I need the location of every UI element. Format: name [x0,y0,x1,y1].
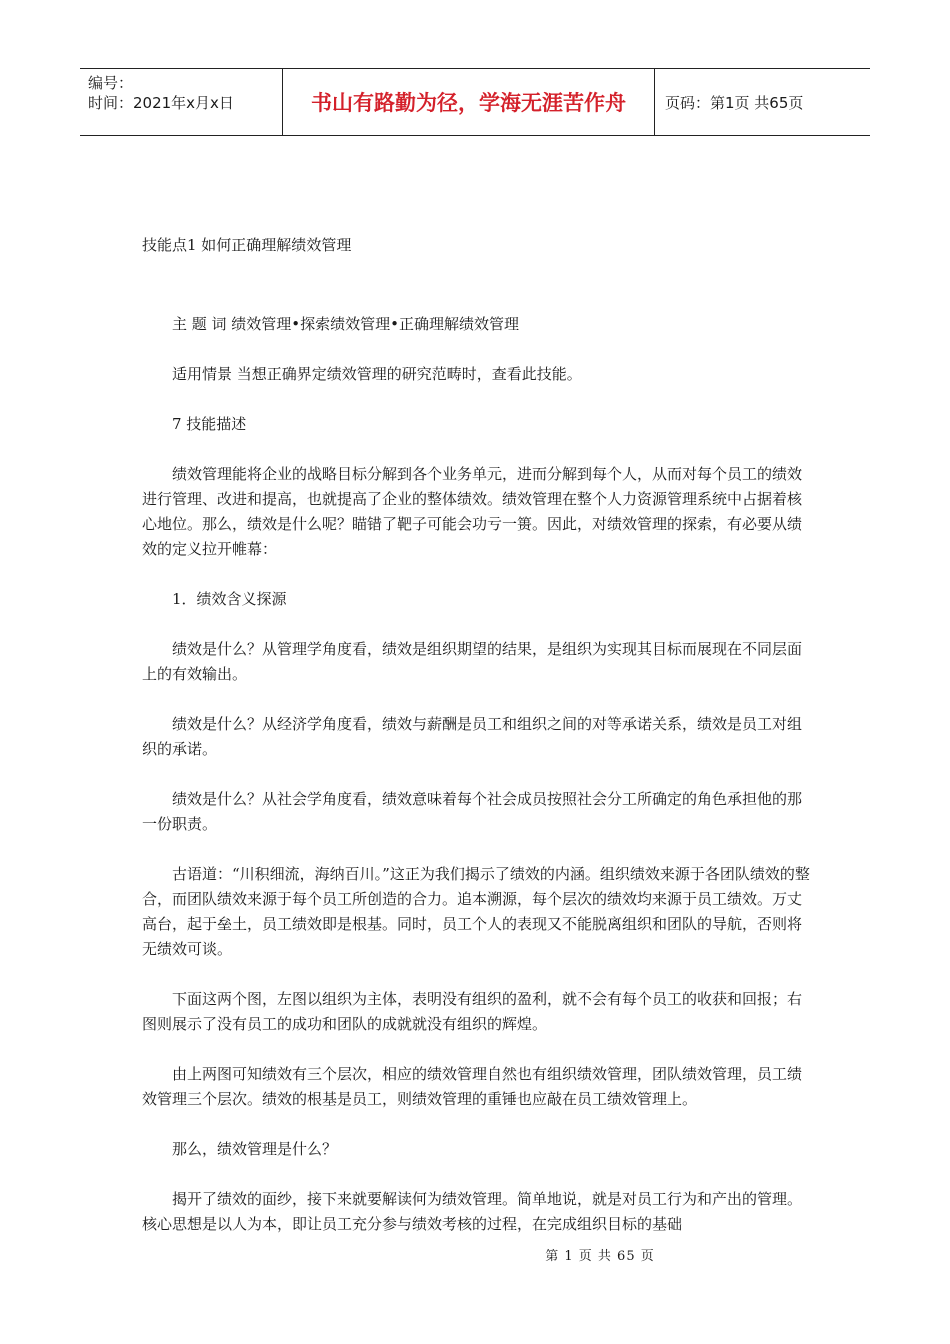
page-footer [0,1245,950,1264]
footer-page-number: 第 1 页 共 65 页 [545,1249,655,1264]
number-label: 编号： [88,74,134,92]
section-heading: 技能点1 如何正确理解绩效管理 [142,236,352,254]
header-meta-cell [80,69,282,135]
paragraph-9: 揭开了绩效的面纱，接下来就要解读何为绩效管理。简单地说，就是对员工行为和产出的管理。核心思想是以人为本，即让员工充分参与绩效考核的过程，在完成组织目标的基础 [142,1190,803,1233]
time-label: 时间：2021年x月x日 [88,94,234,112]
motto-text: 书山有路勤为径，学海无涯苦作舟 [311,91,626,115]
paragraph-8: 那么，绩效管理是什么？ [172,1140,338,1158]
paragraph-5: 古语道：“川积细流，海纳百川。”这正为我们揭示了绩效的内涵。组织绩效来源于各团队绩效的整合，而团队绩效来源于每个员工所创造的合力。追本溯源，每个层次的绩效均来源于员工绩效。万丈高台，起于垒土，员工绩效即是根基。同时，员工个人的表现又不能脱离组织和团队的导航，否则将无绩效可谈。 [142,865,810,958]
scenario-line: 适用情景 当想正确界定绩效管理的研究范畴时，查看此技能。 [172,365,582,383]
paragraph-1: 绩效管理能将企业的战略目标分解到各个业务单元，进而分解到每个人，从而对每个员工的绩效进行管理、改进和提高，也就提高了企业的整体绩效。绩效管理在整个人力资源管理系统中占据着核心地位。那么，绩效是什么呢？瞄错了靶子可能会功亏一篑。因此，对绩效管理的探索，有必要从绩效的定义拉开帷幕： [142,465,803,558]
paragraph-6: 下面这两个图，左图以组织为主体，表明没有组织的盈利，就不会有每个员工的收获和回报；右图则展示了没有员工的成功和团队的成就就没有组织的辉煌。 [142,990,803,1033]
section-title: 7 技能描述 [172,415,247,433]
keywords-line: 主 题 词 绩效管理•探索绩效管理•正确理解绩效管理 [172,315,520,333]
paragraph-7: 由上两图可知绩效有三个层次，相应的绩效管理自然也有组织绩效管理，团队绩效管理，员工绩效管理三个层次。绩效的根基是员工，则绩效管理的重锤也应敲在员工绩效管理上。 [142,1065,803,1108]
header-table [80,68,870,136]
page-info: 页码：第1页 共65页 [665,93,804,112]
header-page-cell [655,69,870,135]
paragraph-3: 绩效是什么？从经济学角度看，绩效与薪酬是员工和组织之间的对等承诺关系，绩效是员工对组织的承诺。 [142,715,803,758]
paragraph-4: 绩效是什么？从社会学角度看，绩效意味着每个社会成员按照社会分工所确定的角色承担他的那一份职责。 [142,790,803,833]
subsection-title: 1．绩效含义探源 [172,590,287,608]
document-body [142,233,814,1237]
paragraph-2: 绩效是什么？从管理学角度看，绩效是组织期望的结果，是组织为实现其目标而展现在不同层面上的有效输出。 [142,640,803,683]
header-motto-cell [282,69,655,135]
